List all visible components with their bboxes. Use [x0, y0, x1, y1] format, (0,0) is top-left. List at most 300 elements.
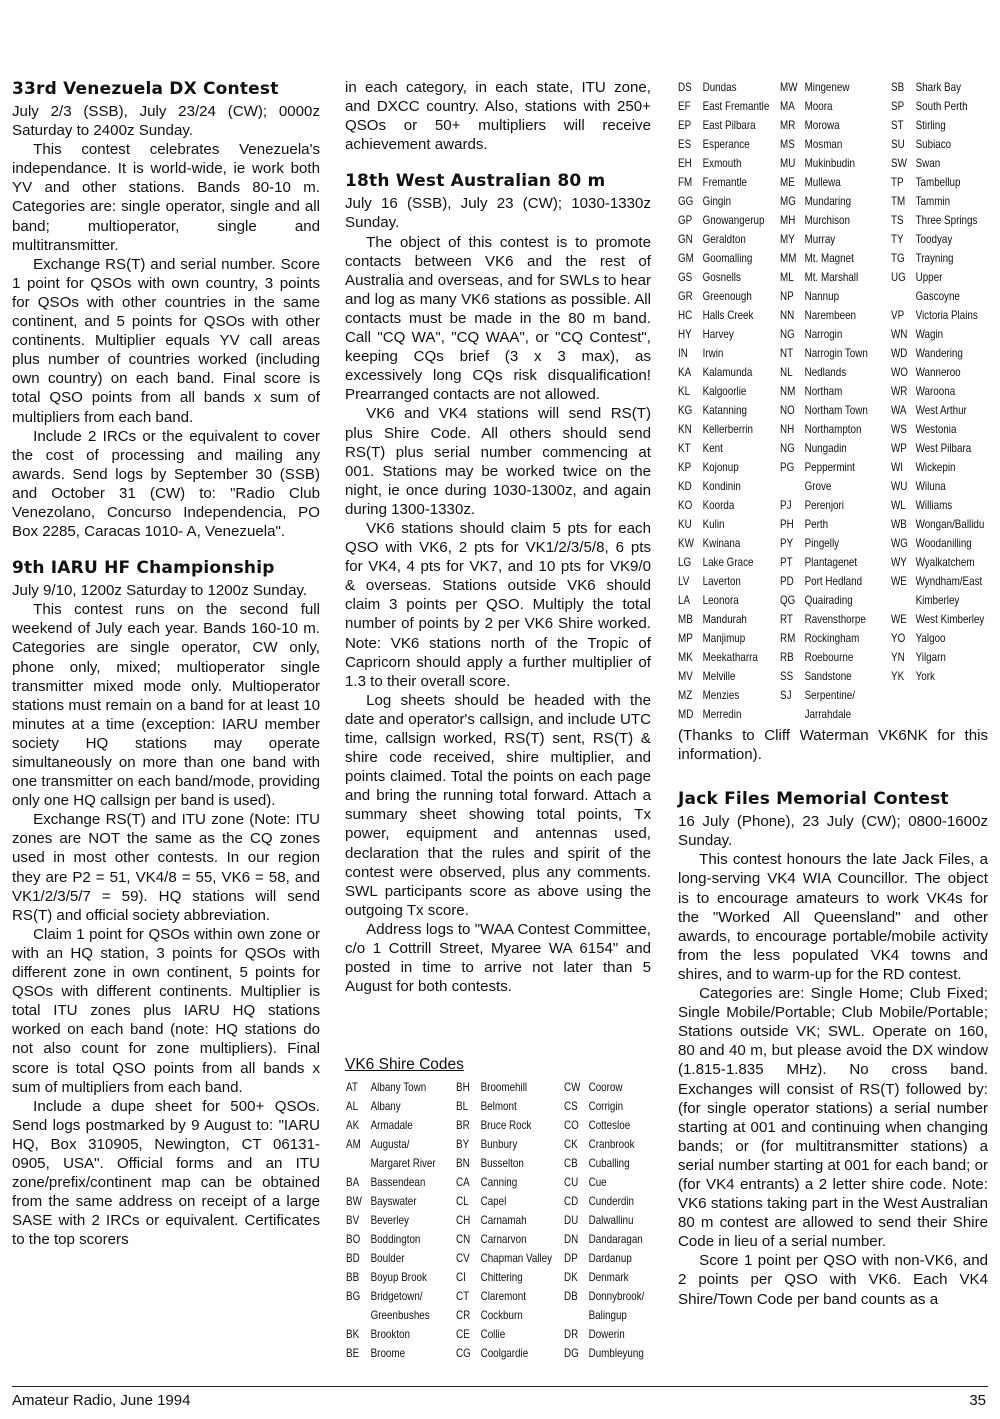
shire-code: SW	[891, 156, 907, 170]
shire-code-row	[346, 1344, 436, 1363]
shire-name: Coorow	[588, 1080, 623, 1094]
shire-name: Port Hedland	[804, 574, 863, 588]
shire-code-row	[456, 1192, 552, 1211]
shire-code: PJ	[780, 498, 792, 512]
shire-code-row	[780, 686, 868, 705]
shire-code-row	[891, 553, 984, 572]
shire-code: CI	[456, 1270, 466, 1284]
shire-name: Wyalkatchem	[915, 555, 975, 569]
shire-code-row	[780, 344, 868, 363]
shire-name: Kondinin	[702, 479, 741, 493]
shire-code-row	[891, 458, 984, 477]
shire-name: Exmouth	[702, 156, 742, 170]
shire-code: PH	[780, 517, 794, 531]
shire-name: Dowerin	[588, 1327, 625, 1341]
shire-code: CN	[456, 1232, 471, 1246]
shire-code-row	[346, 1192, 436, 1211]
shire-code: MB	[678, 612, 693, 626]
shire-code: HC	[678, 308, 693, 322]
shire-code-row	[346, 1097, 436, 1116]
shire-code: SP	[891, 99, 905, 113]
shire-name: Gingin	[702, 194, 732, 208]
shire-name: Mandurah	[702, 612, 747, 626]
shire-code-row	[891, 496, 984, 515]
shire-code: TS	[891, 213, 904, 227]
shire-code: NM	[780, 384, 796, 398]
shire-code: TG	[891, 251, 905, 265]
shire-name: Manjimup	[702, 631, 746, 645]
shire-code-row	[678, 363, 769, 382]
shire-code: TP	[891, 175, 904, 189]
shire-code-row	[678, 496, 769, 515]
shire-name: Wandering	[915, 346, 963, 360]
venezuela-para-2: Exchange RS(T) and serial number. Score 1 point for QSOs with own country, 3 points for QSOs with other countries in the same continent, and 5 points for QSOs with other continents. Multiplier equals YV call areas plus number of countries worked (including own country) on each band. Final score is total QSO points from all bands x sum of multipliers from each band.	[12, 255, 320, 426]
shire-name: Sandstone	[804, 669, 852, 683]
shire-name: Bunbury	[480, 1137, 518, 1151]
shire-code-row	[678, 97, 769, 116]
shire-list-a	[346, 1078, 436, 1363]
shire-code-row	[456, 1325, 552, 1344]
shire-code-row	[678, 173, 769, 192]
shire-name: Broome	[370, 1346, 406, 1360]
footer-rule	[12, 1386, 988, 1387]
shire-code-row	[780, 401, 868, 420]
shire-code-row	[456, 1306, 552, 1325]
shire-code-row	[780, 553, 868, 572]
shire-code-row	[780, 458, 868, 477]
shire-code-row	[564, 1192, 644, 1211]
shire-name: Katanning	[702, 403, 747, 417]
iaru-continued: in each category, in each state, ITU zone, and DXCC country. Also, stations with 250+ QSOs or 50+ multipliers will receive achievement awards.	[345, 79, 651, 154]
shire-code-row	[456, 1116, 552, 1135]
shire-list-f	[891, 78, 984, 686]
shire-code: LV	[678, 574, 690, 588]
shire-name: Murchison	[804, 213, 850, 227]
shire-code: VP	[891, 308, 905, 322]
shire-code: AK	[346, 1118, 360, 1132]
shire-code: WL	[891, 498, 906, 512]
shire-name: Menzies	[702, 688, 740, 702]
shire-code-row	[564, 1249, 644, 1268]
shire-name: Bridgetown/	[370, 1289, 423, 1303]
shire-code: WE	[891, 574, 907, 588]
shire-code: PD	[780, 574, 794, 588]
shire-name: Gosnells	[702, 270, 741, 284]
shire-code-row	[891, 477, 984, 496]
shire-code: BD	[346, 1251, 360, 1265]
shire-code-row	[564, 1173, 644, 1192]
shire-code-row	[564, 1344, 644, 1363]
shire-code: DG	[564, 1346, 579, 1360]
shire-code: YN	[891, 650, 905, 664]
shire-code: MD	[678, 707, 694, 721]
shire-code: MP	[678, 631, 693, 645]
shire-name: Koorda	[702, 498, 735, 512]
shire-name: Merredin	[702, 707, 742, 721]
shire-code-row	[780, 116, 868, 135]
shire-code: QG	[780, 593, 796, 607]
shire-code: RM	[780, 631, 796, 645]
shire-name: Boddington	[370, 1232, 421, 1246]
shire-code: NL	[780, 365, 793, 379]
shire-code-row	[780, 249, 868, 268]
shire-name: Kalamunda	[702, 365, 753, 379]
shire-code-row	[678, 401, 769, 420]
shire-code: DR	[564, 1327, 579, 1341]
column-4	[678, 726, 988, 1309]
shire-name: Narembeen	[804, 308, 857, 322]
shire-name: Williams	[915, 498, 953, 512]
iaru-para-3: Claim 1 point for QSOs within own zone or with an HQ station, 3 points for QSOs with different zone in own continent, 5 points for QSOs with different continents. Multiplier is total ITU zones plus IARU HQ stations worked on each band (note: HQ stations do not also count for zone multipliers). Final score is total QSO points from all bands x sum of multipliers from each band.	[12, 925, 320, 1096]
jack-para-1: This contest honours the late Jack Files, a long-serving VK4 WIA Councillor. The object is to encourage amateurs to work VK4s for the "Worked All Queensland" and other awards, to encourage portable/mobile activity from the less populated VK4 towns and shires, and to warm-up for the RD contest.	[678, 851, 988, 983]
shire-code-row	[891, 401, 984, 420]
shire-code: WG	[891, 536, 908, 550]
venezuela-para-3: Include 2 IRCs or the equivalent to cover the cost of processing and mailing any awards. Send logs by September 30 (SSB) and October 31 (CW) to: "Radio Club Venezolano, Concurso Independencia, PO Box 2285, Caracas 1010- A, Venezuela".	[12, 427, 320, 541]
shire-code-row	[678, 211, 769, 230]
shire-code-row	[891, 173, 984, 192]
shire-code: MA	[780, 99, 795, 113]
shire-name: Trayning	[915, 251, 954, 265]
shire-name: Nedlands	[804, 365, 847, 379]
shire-code: WU	[891, 479, 908, 493]
shire-code: EF	[678, 99, 691, 113]
shire-code-row	[891, 97, 984, 116]
shire-name: Narrogin	[804, 327, 843, 341]
shire-name: Cuballing	[588, 1156, 630, 1170]
shire-code: WP	[891, 441, 907, 455]
shire-name: Armadale	[370, 1118, 413, 1132]
iaru-title: 9th IARU HF Championship	[12, 558, 275, 579]
shire-code: GN	[678, 232, 693, 246]
shire-code-row	[678, 515, 769, 534]
shire-code: BE	[346, 1346, 360, 1360]
shire-code-row	[891, 591, 984, 610]
shire-code-row	[780, 230, 868, 249]
shire-name: Busselton	[480, 1156, 524, 1170]
shire-name: Balingup	[588, 1308, 627, 1322]
shire-code: CR	[456, 1308, 471, 1322]
shire-code-row	[346, 1306, 436, 1325]
shire-code: BN	[456, 1156, 470, 1170]
shire-code-row	[780, 648, 868, 667]
shire-code: KN	[678, 422, 692, 436]
shire-code-row	[456, 1344, 552, 1363]
shire-code-row	[891, 534, 984, 553]
shire-code-row	[678, 306, 769, 325]
shire-code: GM	[678, 251, 694, 265]
shire-code: KP	[678, 460, 692, 474]
shire-name: Plantagenet	[804, 555, 858, 569]
venezuela-title: 33rd Venezuela DX Contest	[12, 79, 279, 99]
shire-code: BA	[346, 1175, 360, 1189]
shire-name: Swan	[915, 156, 941, 170]
shire-code-row	[678, 116, 769, 135]
shire-code: WE	[891, 612, 907, 626]
shire-code-row	[891, 344, 984, 363]
shire-name: Kellerberrin	[702, 422, 753, 436]
shire-code-row	[678, 230, 769, 249]
shire-name: Esperance	[702, 137, 750, 151]
shire-code-row	[780, 287, 868, 306]
shire-name: Cunderdin	[588, 1194, 635, 1208]
shire-code-row	[346, 1173, 436, 1192]
shire-code: BB	[346, 1270, 360, 1284]
shire-name: East Fremantle	[702, 99, 770, 113]
shire-name: East Pilbara	[702, 118, 756, 132]
shire-code-row	[346, 1249, 436, 1268]
shire-code: BW	[346, 1194, 362, 1208]
iaru-para-2: Exchange RS(T) and ITU zone (Note: ITU zones are NOT the same as the CQ zones used in most other contests. In our region they are P2 = 51, VK4/8 = 55, VK6 = 58, and VK1/2/3/5/7 = 59). HQ stations will send RS(T) and official society abbreviation.	[12, 811, 320, 924]
shire-name: Dandaragan	[588, 1232, 643, 1246]
shire-name: Upper	[915, 270, 943, 284]
shire-name: Serpentine/	[804, 688, 855, 702]
shire-code: BY	[456, 1137, 470, 1151]
shire-code-row	[891, 515, 984, 534]
shire-code: KW	[678, 536, 694, 550]
shire-code: CA	[456, 1175, 470, 1189]
shire-name: Dalwallinu	[588, 1213, 634, 1227]
shire-code-row	[780, 496, 868, 515]
shire-code-row	[678, 477, 769, 496]
shire-name: Victoria Plains	[915, 308, 978, 322]
shire-name: Ravensthorpe	[804, 612, 866, 626]
shire-code-row	[780, 78, 868, 97]
column-2	[345, 78, 651, 996]
shire-code: GP	[678, 213, 693, 227]
shire-code-row	[346, 1230, 436, 1249]
shire-name: Meekatharra	[702, 650, 758, 664]
shire-code-row	[678, 192, 769, 211]
shire-code: AL	[346, 1099, 359, 1113]
wa-title: 18th West Australian 80 m	[345, 171, 606, 192]
shire-code: WD	[891, 346, 908, 360]
shire-code-row	[678, 154, 769, 173]
shire-code-row	[678, 667, 769, 686]
wa-para-1: The object of this contest is to promote contacts between VK6 and the rest of Australia and overseas, and for SWLs to hear and log as many VK6 stations as possible. All contacts must be made in the 80 m band. Call "CQ WA", "CQ WAA", or "CQ Contest", keeping CQs brief (3 x 3 max), as excessively long CQs risk disqualification! Prearranged contacts are not allowed.	[345, 233, 651, 404]
shire-code-row	[564, 1135, 644, 1154]
shire-name: Mt. Magnet	[804, 251, 854, 265]
shire-name: Roebourne	[804, 650, 854, 664]
shire-code: RB	[780, 650, 794, 664]
shire-code-row	[678, 572, 769, 591]
wa-para-3: VK6 stations should claim 5 pts for each QSO with VK6, 2 pts for VK1/2/3/5/8, 6 pts for VK4, 4 pts for VK7, and 10 pts for VK9/0 & overseas. Stations outside VK6 should claim 3 points per QSO. Multiply the total number of points by 2 per VK6 Shire worked. Note: VK6 stations north of the Tropic of Capricorn should apply a further multiplier of 1.3 to their overall score.	[345, 519, 651, 690]
shire-name: Collie	[480, 1327, 506, 1341]
shire-code-row	[780, 97, 868, 116]
shire-code-row	[678, 686, 769, 705]
shire-code: KU	[678, 517, 692, 531]
shire-name: West Kimberley	[915, 612, 985, 626]
shire-code-row	[456, 1097, 552, 1116]
shire-name: Gascoyne	[915, 289, 960, 303]
shire-name: Carnarvon	[480, 1232, 527, 1246]
shire-name: Moora	[804, 99, 833, 113]
shire-code: BV	[346, 1213, 360, 1227]
shire-code: CT	[456, 1289, 470, 1303]
shire-name: Boulder	[370, 1251, 405, 1265]
shire-code: DS	[678, 80, 692, 94]
shire-code-row	[891, 439, 984, 458]
shire-name: Geraldton	[702, 232, 746, 246]
shire-code-row	[456, 1135, 552, 1154]
shire-code-row	[780, 211, 868, 230]
shire-code: WR	[891, 384, 908, 398]
shire-name: Kent	[702, 441, 723, 455]
shire-code-row	[678, 382, 769, 401]
shire-code-row	[891, 420, 984, 439]
shire-code: BH	[456, 1080, 470, 1094]
shire-name: Wyndham/East	[915, 574, 983, 588]
shire-code: NG	[780, 441, 795, 455]
shire-code-row	[891, 382, 984, 401]
shire-code: KD	[678, 479, 692, 493]
shire-code: BR	[456, 1118, 470, 1132]
shire-code-row	[564, 1211, 644, 1230]
shire-name: Wanneroo	[915, 365, 961, 379]
shire-code: WS	[891, 422, 907, 436]
shire-code-row	[564, 1306, 644, 1325]
shire-name: Toodyay	[915, 232, 953, 246]
shire-code-row	[564, 1230, 644, 1249]
shire-code-row	[891, 192, 984, 211]
shire-code-row	[678, 135, 769, 154]
shire-code-row	[891, 249, 984, 268]
shire-name: Grove	[804, 479, 832, 493]
shire-code: BL	[456, 1099, 469, 1113]
shire-code: CB	[564, 1156, 578, 1170]
shire-code: HY	[678, 327, 692, 341]
shire-code-row	[891, 648, 984, 667]
shire-code-row	[891, 325, 984, 344]
shire-code-row	[564, 1325, 644, 1344]
shire-code-row	[891, 230, 984, 249]
shire-name: Augusta/	[370, 1137, 410, 1151]
iaru-dates: July 9/10, 1200z Saturday to 1200z Sunday.	[12, 582, 308, 600]
shire-name: Dundas	[702, 80, 737, 94]
shire-name: Boyup Brook	[370, 1270, 427, 1284]
shire-name: Claremont	[480, 1289, 526, 1303]
shire-name: Cranbrook	[588, 1137, 635, 1151]
shire-code-row	[346, 1078, 436, 1097]
shire-code: MR	[780, 118, 796, 132]
shire-code-row	[780, 325, 868, 344]
shire-code-row	[346, 1154, 436, 1173]
shire-name: Donnybrook/	[588, 1289, 645, 1303]
shire-name: Subiaco	[915, 137, 952, 151]
shire-name: Denmark	[588, 1270, 629, 1284]
shire-code-row	[891, 116, 984, 135]
shire-code: SJ	[780, 688, 792, 702]
shire-code-row	[678, 249, 769, 268]
shire-code: ES	[678, 137, 692, 151]
shire-code: GG	[678, 194, 694, 208]
shire-code: TY	[891, 232, 904, 246]
jack-dates: 16 July (Phone), 23 July (CW); 0800-1600z Sunday.	[678, 813, 988, 850]
wa-para-5: Address logs to "WAA Contest Committee, c/o 1 Cottrill Street, Myaree WA 6154" and posted in time to arrive not later than 5 August for both contests.	[345, 920, 651, 996]
shire-name: Northam Town	[804, 403, 868, 417]
shire-code: CH	[456, 1213, 471, 1227]
shire-code-row	[780, 667, 868, 686]
shire-name: Carnamah	[480, 1213, 527, 1227]
shire-code: WN	[891, 327, 908, 341]
shire-code-row	[678, 325, 769, 344]
shire-code: WB	[891, 517, 907, 531]
shire-code: LA	[678, 593, 691, 607]
footer-publication: Amateur Radio, June 1994	[12, 1392, 191, 1409]
jack-para-3: Score 1 point per QSO with non-VK6, and 2 points per QSO with VK6. Each VK4 Shire/Town Code per band counts as a	[678, 1252, 988, 1308]
shire-code: EP	[678, 118, 692, 132]
iaru-para-4: Include a dupe sheet for 500+ QSOs. Send logs postmarked by 9 August to: "IARU HQ, Box 310905, Newington, CT 06131-0905, USA". Official forms and an ITU zone/prefix/continent map can be obtained from the same address on receipt of a large SASE with 2 IRCs or equivalent. Certificates to the top scorers	[12, 1097, 320, 1249]
shire-name: Mingenew	[804, 80, 850, 94]
shire-code: TM	[891, 194, 906, 208]
shire-code: CO	[564, 1118, 579, 1132]
shire-code-row	[780, 420, 868, 439]
shire-name: Harvey	[702, 327, 734, 341]
shire-code: KA	[678, 365, 692, 379]
shire-code-row	[346, 1211, 436, 1230]
shire-code-row	[780, 382, 868, 401]
shire-name: Cottesloe	[588, 1118, 631, 1132]
shire-code: MM	[780, 251, 797, 265]
shire-name: Waroona	[915, 384, 956, 398]
shire-name: Jarrahdale	[804, 707, 852, 721]
shire-name: Woodanilling	[915, 536, 972, 550]
shire-name: Perth	[804, 517, 829, 531]
shire-code-row	[564, 1078, 644, 1097]
shire-code-row	[678, 648, 769, 667]
shire-code-row	[891, 287, 984, 306]
shire-code: KG	[678, 403, 693, 417]
shire-code-row	[456, 1211, 552, 1230]
shire-name: Halls Creek	[702, 308, 754, 322]
shire-code-row	[346, 1116, 436, 1135]
shire-code: KO	[678, 498, 693, 512]
shire-name: Three Springs	[915, 213, 978, 227]
shire-name: Cockburn	[480, 1308, 523, 1322]
shire-name: Kalgoorlie	[702, 384, 747, 398]
shire-name: Corrigin	[588, 1099, 624, 1113]
shire-name: Leonora	[702, 593, 739, 607]
shire-code: LG	[678, 555, 692, 569]
shire-code-row	[678, 610, 769, 629]
shire-name: Dumbleyung	[588, 1346, 644, 1360]
shire-code: UG	[891, 270, 906, 284]
shire-code-row	[564, 1116, 644, 1135]
shire-name: West Arthur	[915, 403, 967, 417]
shire-code: CL	[456, 1194, 469, 1208]
shire-code-row	[891, 78, 984, 97]
shire-name: Pingelly	[804, 536, 840, 550]
shire-name: Kulin	[702, 517, 725, 531]
shire-code-row	[346, 1325, 436, 1344]
shire-code-row	[780, 306, 868, 325]
shire-code: CG	[456, 1346, 471, 1360]
shire-name: Kwinana	[702, 536, 741, 550]
shire-code-row	[780, 477, 868, 496]
shire-code-row	[456, 1230, 552, 1249]
shire-code: WO	[891, 365, 908, 379]
shire-code: EH	[678, 156, 692, 170]
shire-code: MY	[780, 232, 795, 246]
shire-code: WA	[891, 403, 907, 417]
shire-name: Albany	[370, 1099, 401, 1113]
shire-code: NH	[780, 422, 795, 436]
jack-title: Jack Files Memorial Contest	[678, 789, 949, 810]
shire-code: MZ	[678, 688, 693, 702]
shire-code-row	[678, 591, 769, 610]
shire-code: SB	[891, 80, 905, 94]
shire-code-row	[678, 458, 769, 477]
shire-code: SS	[780, 669, 794, 683]
